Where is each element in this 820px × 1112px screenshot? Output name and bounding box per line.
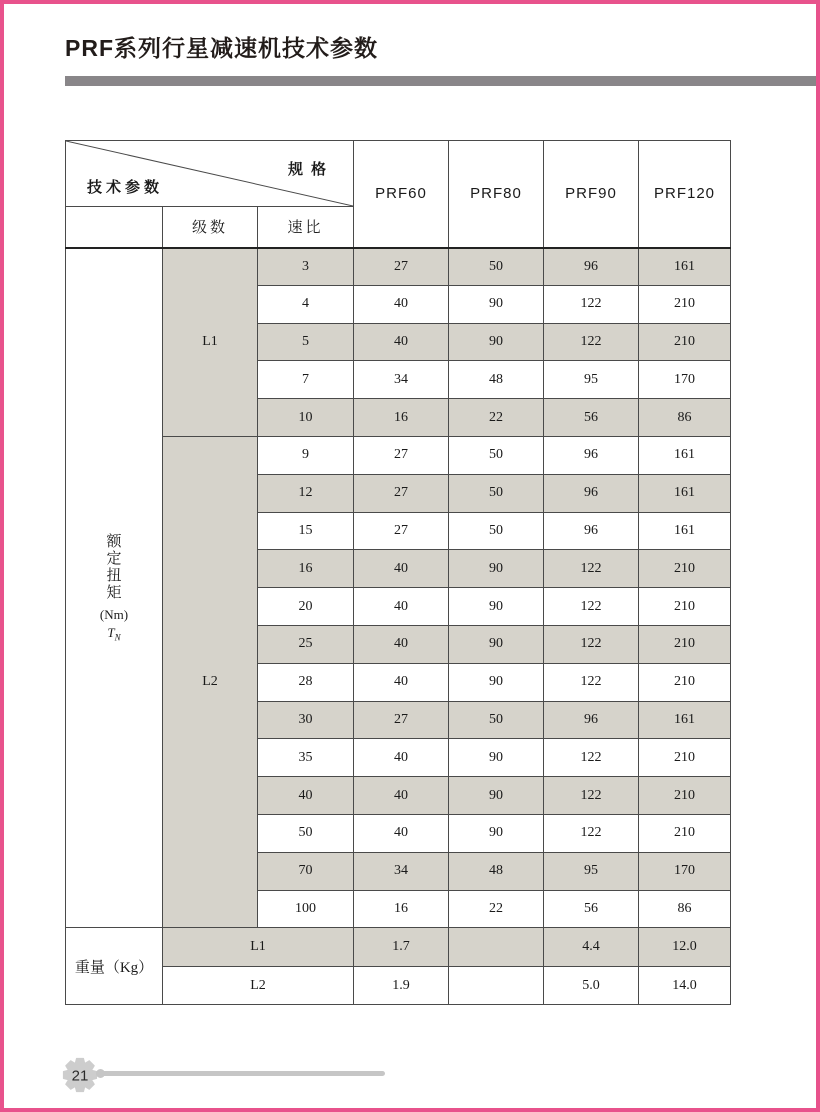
value-cell: 161 <box>639 436 731 474</box>
value-cell: 210 <box>639 625 731 663</box>
value-cell: 210 <box>639 777 731 815</box>
value-cell: 161 <box>639 512 731 550</box>
title-underline-bar <box>65 76 816 86</box>
value-cell: 22 <box>449 399 544 437</box>
value-cell: 96 <box>544 248 639 286</box>
value-cell: 90 <box>449 663 544 701</box>
value-cell: 122 <box>544 663 639 701</box>
value-cell: 27 <box>354 248 449 286</box>
value-cell: 86 <box>639 399 731 437</box>
value-cell: 34 <box>354 361 449 399</box>
empty-header-cell <box>66 207 163 248</box>
value-cell: 86 <box>639 890 731 928</box>
torque-symbol: $T_N$ <box>107 624 121 643</box>
ratio-header-cell: 速比 <box>258 207 354 248</box>
table-row <box>66 436 731 474</box>
value-cell: 48 <box>449 852 544 890</box>
value-cell: 34 <box>354 852 449 890</box>
stage-cell: L1 <box>163 248 258 437</box>
value-cell: 90 <box>449 777 544 815</box>
value-cell: 90 <box>449 814 544 852</box>
value-cell: 210 <box>639 814 731 852</box>
ratio-cell: 12 <box>258 474 354 512</box>
stage-cell: L2 <box>163 436 258 927</box>
stage-header-cell: 级数 <box>163 207 258 248</box>
ratio-cell: 50 <box>258 814 354 852</box>
table-header <box>66 141 731 248</box>
value-cell: 90 <box>449 550 544 588</box>
value-cell: 210 <box>639 323 731 361</box>
value-cell: 16 <box>354 890 449 928</box>
value-cell: 50 <box>449 701 544 739</box>
spec-column-header: PRF120 <box>639 141 731 248</box>
ratio-cell: 15 <box>258 512 354 550</box>
value-cell: 122 <box>544 739 639 777</box>
value-cell: 122 <box>544 814 639 852</box>
ratio-cell: 70 <box>258 852 354 890</box>
spec-column-header: PRF90 <box>544 141 639 248</box>
ratio-cell: 4 <box>258 285 354 323</box>
value-cell: 122 <box>544 625 639 663</box>
value-cell: 161 <box>639 701 731 739</box>
spec-table <box>65 140 731 1005</box>
value-cell: 50 <box>449 512 544 550</box>
value-cell: 210 <box>639 739 731 777</box>
value-cell: 40 <box>354 323 449 361</box>
weight-stage-cell: L2 <box>163 966 354 1005</box>
value-cell: 50 <box>449 474 544 512</box>
value-cell: 122 <box>544 323 639 361</box>
value-cell: 40 <box>354 777 449 815</box>
value-cell: 122 <box>544 777 639 815</box>
value-cell: 170 <box>639 361 731 399</box>
weight-value-cell <box>449 928 544 967</box>
value-cell: 210 <box>639 663 731 701</box>
ratio-cell: 7 <box>258 361 354 399</box>
value-cell: 27 <box>354 436 449 474</box>
value-cell: 48 <box>449 361 544 399</box>
value-cell: 170 <box>639 852 731 890</box>
weight-stage-cell: L1 <box>163 928 354 967</box>
ratio-cell: 30 <box>258 701 354 739</box>
ratio-cell: 9 <box>258 436 354 474</box>
weight-header-cell: 重量（Kg） <box>66 928 163 1005</box>
ratio-cell: 40 <box>258 777 354 815</box>
weight-value-cell: 1.7 <box>354 928 449 967</box>
ratio-cell: 3 <box>258 248 354 286</box>
value-cell: 210 <box>639 285 731 323</box>
torque-label <box>66 534 162 643</box>
value-cell: 90 <box>449 285 544 323</box>
value-cell: 22 <box>449 890 544 928</box>
value-cell: 56 <box>544 890 639 928</box>
footer-decorative-line <box>101 1071 385 1076</box>
spec-column-header: PRF60 <box>354 141 449 248</box>
torque-char: 矩 <box>106 584 122 601</box>
table-row <box>66 248 731 286</box>
value-cell: 27 <box>354 474 449 512</box>
value-cell: 95 <box>544 852 639 890</box>
value-cell: 40 <box>354 663 449 701</box>
value-cell: 16 <box>354 399 449 437</box>
weight-value-cell: 14.0 <box>639 966 731 1005</box>
torque-char: 扭 <box>106 567 122 584</box>
torque-unit: (Nm) <box>99 606 129 622</box>
value-cell: 56 <box>544 399 639 437</box>
value-cell: 90 <box>449 588 544 626</box>
ratio-cell: 5 <box>258 323 354 361</box>
corner-params-label: 技术参数 <box>87 179 164 196</box>
ratio-cell: 10 <box>258 399 354 437</box>
value-cell: 40 <box>354 588 449 626</box>
ratio-cell: 20 <box>258 588 354 626</box>
weight-row <box>66 966 731 1005</box>
value-cell: 90 <box>449 625 544 663</box>
spec-column-header: PRF80 <box>449 141 544 248</box>
header-row-1 <box>66 141 731 207</box>
weight-value-cell: 12.0 <box>639 928 731 967</box>
value-cell: 95 <box>544 361 639 399</box>
weight-row <box>66 928 731 967</box>
ratio-cell: 25 <box>258 625 354 663</box>
value-cell: 96 <box>544 474 639 512</box>
value-cell: 161 <box>639 248 731 286</box>
page-number: 21 <box>71 1067 89 1085</box>
diagonal-corner-cell <box>66 141 354 207</box>
weight-value-cell <box>449 966 544 1005</box>
value-cell: 96 <box>544 512 639 550</box>
value-cell: 40 <box>354 739 449 777</box>
page-number-gear-icon <box>60 1055 100 1095</box>
weight-value-cell: 5.0 <box>544 966 639 1005</box>
torque-header-cell <box>66 248 163 928</box>
page-title: PRF系列行星减速机技术参数 <box>65 35 378 61</box>
ratio-cell: 28 <box>258 663 354 701</box>
value-cell: 90 <box>449 739 544 777</box>
value-cell: 122 <box>544 285 639 323</box>
value-cell: 40 <box>354 625 449 663</box>
weight-value-cell: 4.4 <box>544 928 639 967</box>
torque-char: 额 <box>106 533 122 550</box>
ratio-cell: 100 <box>258 890 354 928</box>
value-cell: 96 <box>544 701 639 739</box>
value-cell: 40 <box>354 550 449 588</box>
value-cell: 27 <box>354 512 449 550</box>
ratio-cell: 35 <box>258 739 354 777</box>
weight-value-cell: 1.9 <box>354 966 449 1005</box>
value-cell: 40 <box>354 285 449 323</box>
value-cell: 27 <box>354 701 449 739</box>
value-cell: 50 <box>449 436 544 474</box>
value-cell: 50 <box>449 248 544 286</box>
ratio-cell: 16 <box>258 550 354 588</box>
corner-spec-label: 规格 <box>288 161 335 178</box>
torque-char: 定 <box>106 550 122 567</box>
value-cell: 210 <box>639 588 731 626</box>
value-cell: 161 <box>639 474 731 512</box>
value-cell: 40 <box>354 814 449 852</box>
value-cell: 210 <box>639 550 731 588</box>
value-cell: 122 <box>544 588 639 626</box>
table-body <box>66 248 731 1005</box>
value-cell: 90 <box>449 323 544 361</box>
value-cell: 122 <box>544 550 639 588</box>
value-cell: 96 <box>544 436 639 474</box>
